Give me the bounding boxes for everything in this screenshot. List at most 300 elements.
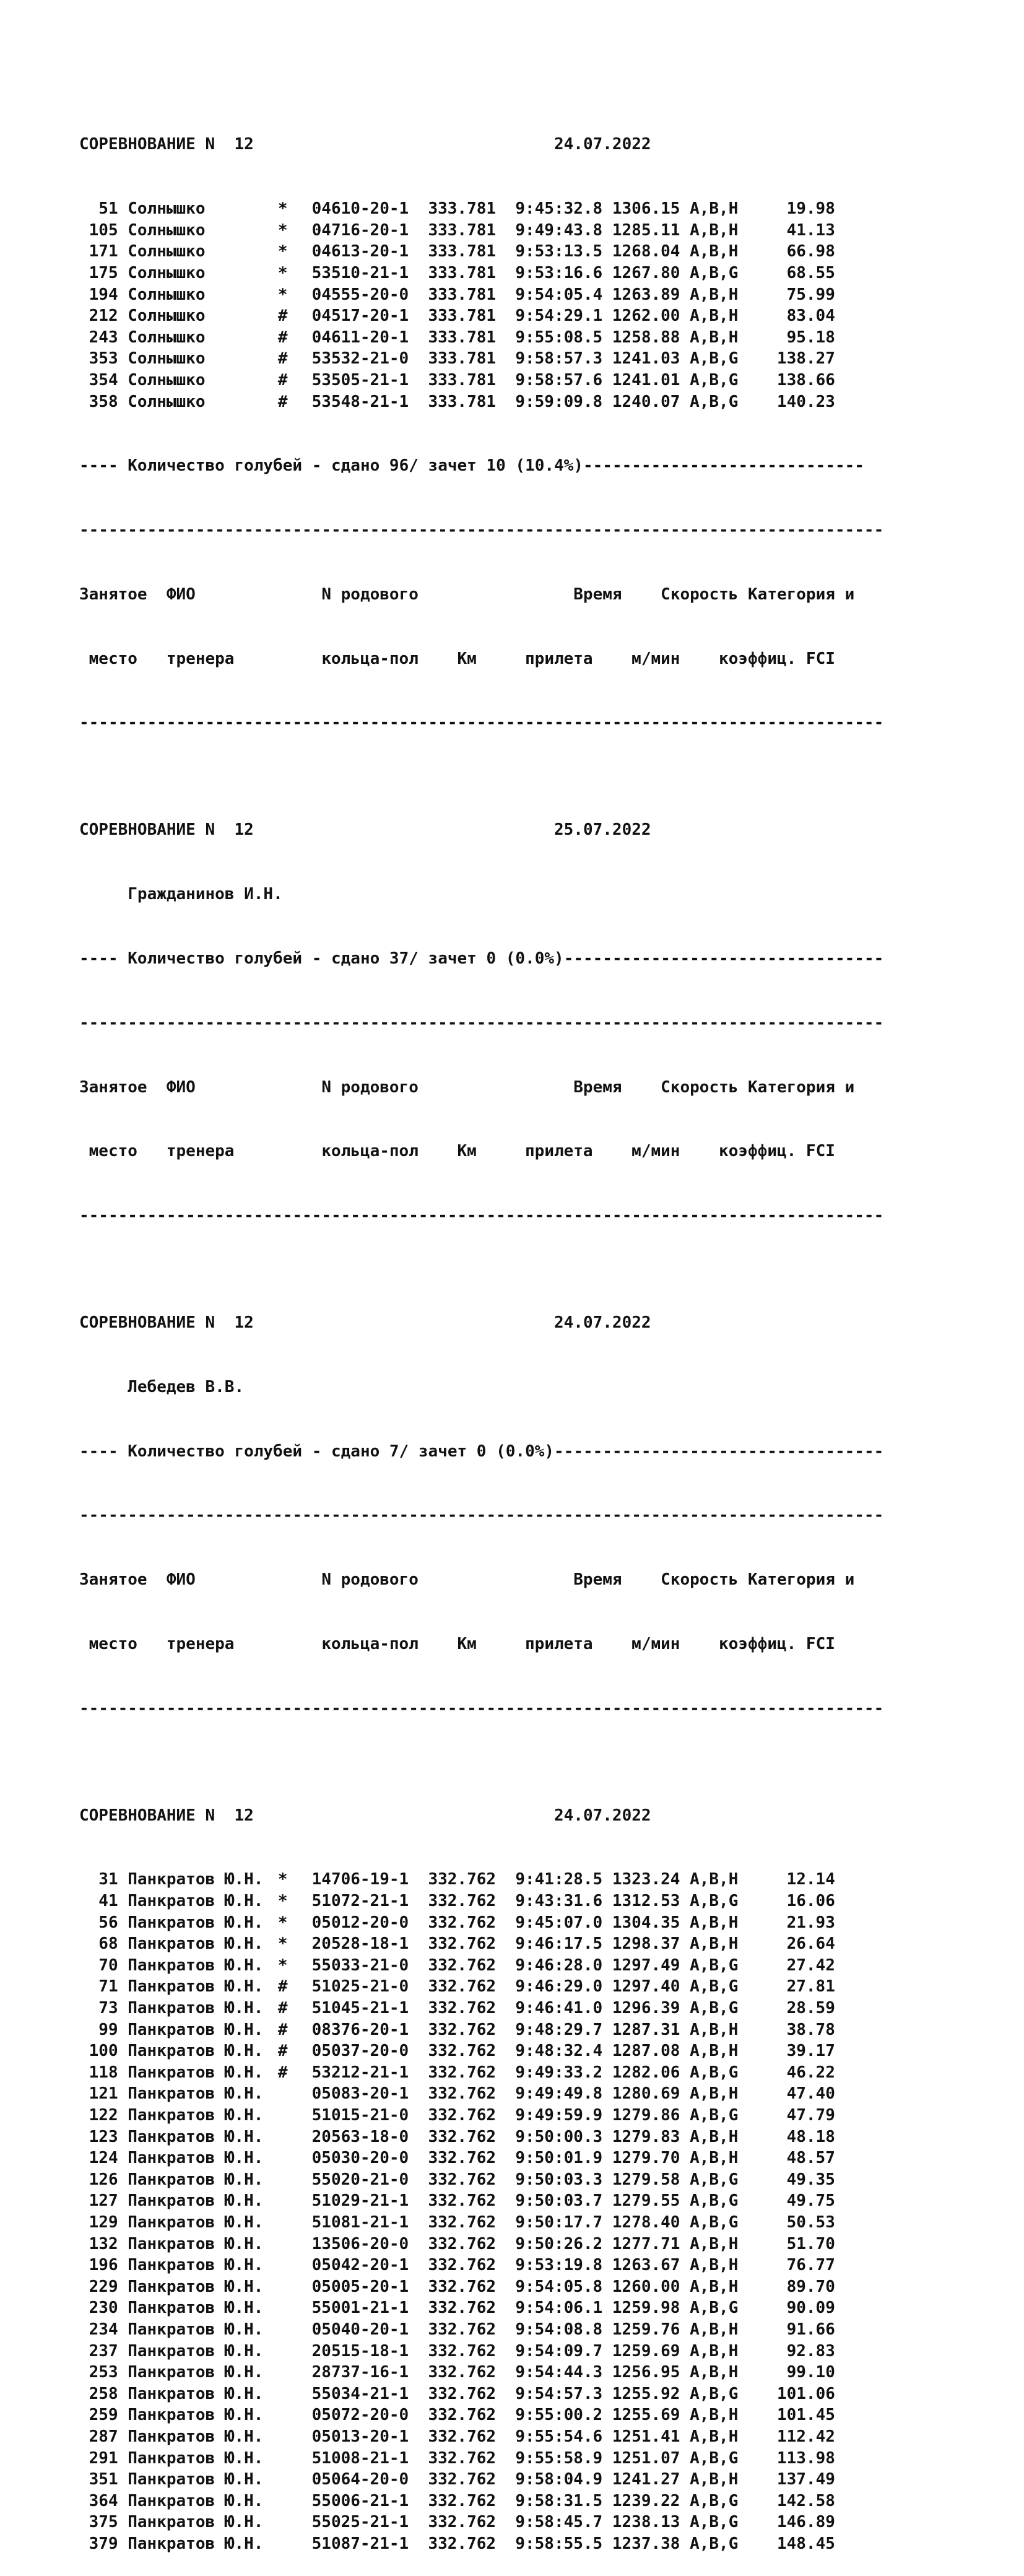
table-row	[79, 2212, 883, 2234]
place-cell: 118	[89, 2063, 118, 2082]
mark-cell: #	[277, 328, 288, 347]
table-row	[79, 2147, 883, 2169]
arrival-time-cell: 9:53:16.6	[515, 263, 603, 282]
category-cell: A,B,G	[690, 2448, 739, 2468]
mark-cell: #	[277, 370, 288, 389]
trainer-name: Лебедев В.В.	[128, 1377, 245, 1396]
place-cell: 243	[89, 328, 118, 347]
arrival-time-cell: 9:54:06.1	[515, 2299, 603, 2318]
mark-cell: *	[277, 1956, 288, 1975]
ring-cell: 51045-21-1	[311, 1999, 409, 2018]
ring-cell: 05005-20-1	[311, 2277, 409, 2296]
arrival-time-cell: 9:45:07.0	[515, 1913, 603, 1932]
arrival-time-cell: 9:58:55.5	[515, 2534, 603, 2553]
arrival-time-cell: 9:54:57.3	[515, 2384, 603, 2403]
ring-cell: 08376-20-1	[311, 2020, 409, 2039]
ring-cell: 55025-21-1	[311, 2513, 409, 2532]
mark-cell: #	[277, 2063, 288, 2082]
table-row	[79, 2491, 883, 2512]
place-cell: 253	[89, 2363, 118, 2382]
distance-cell: 332.762	[428, 1892, 497, 1911]
trainer-cell: Панкратов Ю.Н.	[128, 2234, 264, 2253]
coefficient-cell: 28.59	[786, 1999, 835, 2018]
category-cell: A,B,H	[690, 2320, 739, 2339]
trainer-cell: Солнышко	[128, 370, 206, 389]
table-row	[79, 241, 883, 263]
speed-cell: 1241.27	[612, 2470, 680, 2489]
ring-cell: 05042-20-1	[311, 2256, 409, 2275]
distance-cell: 333.781	[428, 349, 497, 368]
ring-cell: 05072-20-0	[311, 2406, 409, 2425]
distance-cell: 332.762	[428, 2042, 497, 2061]
arrival-time-cell: 9:55:54.6	[515, 2427, 603, 2446]
coefficient-cell: 47.40	[786, 2084, 835, 2104]
distance-cell: 332.762	[428, 2106, 497, 2125]
trainer-cell: Солнышко	[128, 220, 206, 240]
coefficient-cell: 27.81	[786, 1977, 835, 1996]
coefficient-cell: 26.64	[786, 1934, 835, 1954]
speed-cell: 1237.38	[612, 2534, 680, 2553]
place-cell: 379	[89, 2534, 118, 2553]
speed-cell: 1263.67	[612, 2256, 680, 2275]
ring-cell: 51072-21-1	[311, 1892, 409, 1911]
distance-cell: 333.781	[428, 220, 497, 240]
coefficient-cell: 142.58	[776, 2491, 835, 2510]
column-header-row: место тренера кольца-пол Км прилета м/мин коэффиц. FCI	[89, 1142, 835, 1161]
summary-line: ---- Количество голубей - сдано 37/ зачет 0 (0.0%)---------------------------------	[79, 949, 884, 968]
distance-cell: 332.762	[428, 2063, 497, 2082]
coefficient-cell: 76.77	[786, 2256, 835, 2275]
distance-cell: 332.762	[428, 1934, 497, 1954]
trainer-cell: Панкратов Ю.Н.	[128, 2127, 264, 2146]
coefficient-cell: 19.98	[786, 199, 835, 219]
distance-cell: 333.781	[428, 307, 497, 326]
place-cell: 258	[89, 2384, 118, 2403]
place-cell: 175	[89, 263, 118, 282]
category-cell: A,B,H	[690, 1870, 739, 1889]
arrival-time-cell: 9:45:32.8	[515, 199, 603, 219]
speed-cell: 1279.86	[612, 2106, 680, 2125]
arrival-time-cell: 9:54:08.8	[515, 2320, 603, 2339]
place-cell: 234	[89, 2320, 118, 2339]
divider: -----------------------------------------------------------------------------------	[79, 1506, 884, 1525]
speed-cell: 1285.11	[612, 220, 680, 240]
summary-line: ---- Количество голубей - сдано 96/ зачет 10 (10.4%)-----------------------------	[79, 456, 864, 476]
category-cell: A,B,G	[690, 2063, 739, 2082]
speed-cell: 1258.88	[612, 328, 680, 347]
arrival-time-cell: 9:54:44.3	[515, 2363, 603, 2382]
speed-cell: 1279.55	[612, 2191, 680, 2211]
results-table-0	[79, 198, 883, 412]
category-cell: A,B,G	[690, 2534, 739, 2553]
category-cell: A,B,H	[690, 2406, 739, 2425]
distance-cell: 332.762	[428, 1913, 497, 1932]
distance-cell: 332.762	[428, 2513, 497, 2532]
divider: -----------------------------------------------------------------------------------	[79, 521, 884, 540]
trainer-cell: Панкратов Ю.Н.	[128, 2384, 264, 2403]
speed-cell: 1287.08	[612, 2042, 680, 2061]
speed-cell: 1296.39	[612, 1999, 680, 2018]
trainer-cell: Панкратов Ю.Н.	[128, 2256, 264, 2275]
ring-cell: 04517-20-1	[311, 307, 409, 326]
trainer-name: Гражданинов И.Н.	[128, 885, 283, 904]
place-cell: 196	[89, 2256, 118, 2275]
ring-cell: 04610-20-1	[311, 199, 409, 219]
coefficient-cell: 140.23	[776, 392, 835, 411]
ring-cell: 55001-21-1	[311, 2299, 409, 2318]
results-table-3	[79, 1869, 883, 2554]
trainer-cell: Панкратов Ю.Н.	[128, 2406, 264, 2425]
table-row	[79, 1933, 883, 1955]
table-row	[79, 2533, 883, 2555]
table-row	[79, 1998, 883, 2019]
coefficient-cell: 83.04	[786, 307, 835, 326]
mark-cell: #	[277, 1977, 288, 1996]
trainer-cell: Солнышко	[128, 199, 206, 219]
category-cell: A,B,H	[690, 1934, 739, 1954]
arrival-time-cell: 9:54:05.8	[515, 2277, 603, 2296]
category-cell: A,B,H	[690, 220, 739, 240]
ring-cell: 20528-18-1	[311, 1934, 409, 1954]
category-cell: A,B,G	[690, 1999, 739, 2018]
place-cell: 51	[98, 199, 118, 219]
coefficient-cell: 113.98	[776, 2448, 835, 2468]
coefficient-cell: 92.83	[786, 2341, 835, 2361]
table-row	[79, 2362, 883, 2383]
trainer-cell: Панкратов Ю.Н.	[128, 2299, 264, 2318]
place-cell: 31	[98, 1870, 118, 1889]
trainer-cell: Панкратов Ю.Н.	[128, 2363, 264, 2382]
table-row	[79, 2105, 883, 2126]
arrival-time-cell: 9:53:13.5	[515, 242, 603, 261]
ring-cell: 04611-20-1	[311, 328, 409, 347]
arrival-time-cell: 9:53:19.8	[515, 2256, 603, 2275]
table-row	[79, 2126, 883, 2148]
coefficient-cell: 50.53	[786, 2213, 835, 2232]
coefficient-cell: 91.66	[786, 2320, 835, 2339]
ring-cell: 13506-20-0	[311, 2234, 409, 2253]
trainer-cell: Солнышко	[128, 263, 206, 282]
ring-cell: 04555-20-0	[311, 285, 409, 304]
speed-cell: 1263.89	[612, 285, 680, 304]
place-cell: 121	[89, 2084, 118, 2104]
distance-cell: 332.762	[428, 2341, 497, 2361]
trainer-cell: Панкратов Ю.Н.	[128, 2277, 264, 2296]
place-cell: 194	[89, 285, 118, 304]
trainer-cell: Солнышко	[128, 392, 206, 411]
arrival-time-cell: 9:49:59.9	[515, 2106, 603, 2125]
trainer-cell: Панкратов Ю.Н.	[128, 2320, 264, 2339]
speed-cell: 1241.03	[612, 349, 680, 368]
distance-cell: 332.762	[428, 2427, 497, 2446]
speed-cell: 1277.71	[612, 2234, 680, 2253]
speed-cell: 1260.00	[612, 2277, 680, 2296]
speed-cell: 1239.22	[612, 2491, 680, 2510]
mark-cell: *	[277, 220, 288, 240]
place-cell: 124	[89, 2149, 118, 2168]
place-cell: 123	[89, 2127, 118, 2146]
arrival-time-cell: 9:50:17.7	[515, 2213, 603, 2232]
arrival-time-cell: 9:48:32.4	[515, 2042, 603, 2061]
competition-title: СОРЕВНОВАНИЕ N 12 24.07.2022	[79, 1806, 651, 1825]
table-row	[79, 2319, 883, 2341]
distance-cell: 333.781	[428, 392, 497, 411]
category-cell: A,B,H	[690, 242, 739, 261]
table-row	[79, 2426, 883, 2448]
trainer-cell: Панкратов Ю.Н.	[128, 2427, 264, 2446]
speed-cell: 1251.07	[612, 2448, 680, 2468]
coefficient-cell: 95.18	[786, 328, 835, 347]
trainer-cell: Панкратов Ю.Н.	[128, 2470, 264, 2489]
trainer-cell: Панкратов Ю.Н.	[128, 2063, 264, 2082]
arrival-time-cell: 9:55:58.9	[515, 2448, 603, 2468]
column-header-row: Занятое ФИО N родового Время Скорость Категория и	[79, 1570, 855, 1590]
speed-cell: 1280.69	[612, 2084, 680, 2104]
table-row	[79, 2383, 883, 2405]
table-row	[79, 2512, 883, 2533]
coefficient-cell: 49.35	[786, 2170, 835, 2189]
distance-cell: 332.762	[428, 2234, 497, 2253]
table-row	[79, 2469, 883, 2491]
results-document	[79, 48, 883, 2576]
mark-cell: #	[277, 392, 288, 411]
arrival-time-cell: 9:50:03.7	[515, 2191, 603, 2211]
ring-cell: 05013-20-1	[311, 2427, 409, 2446]
distance-cell: 332.762	[428, 2470, 497, 2489]
table-row	[79, 2404, 883, 2426]
ring-cell: 51025-21-0	[311, 1977, 409, 1996]
table-row	[79, 220, 883, 242]
distance-cell: 332.762	[428, 1870, 497, 1889]
distance-cell: 333.781	[428, 285, 497, 304]
arrival-time-cell: 9:50:00.3	[515, 2127, 603, 2146]
category-cell: A,B,H	[690, 2470, 739, 2489]
trainer-cell: Панкратов Ю.Н.	[128, 1977, 264, 1996]
distance-cell: 332.762	[428, 2277, 497, 2296]
trainer-cell: Панкратов Ю.Н.	[128, 1892, 264, 1911]
ring-cell: 55034-21-1	[311, 2384, 409, 2403]
category-cell: A,B,H	[690, 2341, 739, 2361]
ring-cell: 05083-20-1	[311, 2084, 409, 2104]
speed-cell: 1304.35	[612, 1913, 680, 1932]
ring-cell: 53532-21-0	[311, 349, 409, 368]
distance-cell: 332.762	[428, 2534, 497, 2553]
speed-cell: 1297.40	[612, 1977, 680, 1996]
speed-cell: 1240.07	[612, 392, 680, 411]
category-cell: A,B,G	[690, 2191, 739, 2211]
place-cell: 73	[98, 1999, 118, 2018]
ring-cell: 05040-20-1	[311, 2320, 409, 2339]
distance-cell: 332.762	[428, 2299, 497, 2318]
trainer-cell: Солнышко	[128, 242, 206, 261]
table-row	[79, 2297, 883, 2319]
place-cell: 71	[98, 1977, 118, 1996]
category-cell: A,B,G	[690, 1956, 739, 1975]
ring-cell: 05064-20-0	[311, 2470, 409, 2489]
category-cell: A,B,H	[690, 2149, 739, 2168]
coefficient-cell: 101.45	[776, 2406, 835, 2425]
arrival-time-cell: 9:49:43.8	[515, 220, 603, 240]
mark-cell: #	[277, 1999, 288, 2018]
trainer-cell: Панкратов Ю.Н.	[128, 2084, 264, 2104]
category-cell: A,B,G	[690, 263, 739, 282]
trainer-cell: Панкратов Ю.Н.	[128, 1934, 264, 1954]
category-cell: A,B,H	[690, 2127, 739, 2146]
speed-cell: 1267.80	[612, 263, 680, 282]
table-row	[79, 305, 883, 327]
distance-cell: 332.762	[428, 2384, 497, 2403]
arrival-time-cell: 9:55:00.2	[515, 2406, 603, 2425]
place-cell: 68	[98, 1934, 118, 1954]
speed-cell: 1279.58	[612, 2170, 680, 2189]
table-row	[79, 2019, 883, 2041]
ring-cell: 04716-20-1	[311, 220, 409, 240]
arrival-time-cell: 9:54:05.4	[515, 285, 603, 304]
category-cell: A,B,H	[690, 285, 739, 304]
ring-cell: 05030-20-0	[311, 2149, 409, 2168]
table-row	[79, 348, 883, 370]
arrival-time-cell: 9:46:41.0	[515, 1999, 603, 2018]
coefficient-cell: 48.57	[786, 2149, 835, 2168]
arrival-time-cell: 9:49:33.2	[515, 2063, 603, 2082]
category-cell: A,B,G	[690, 349, 739, 368]
ring-cell: 53510-21-1	[311, 263, 409, 282]
arrival-time-cell: 9:50:03.3	[515, 2170, 603, 2189]
distance-cell: 332.762	[428, 2448, 497, 2468]
table-row	[79, 2448, 883, 2469]
mark-cell: *	[277, 242, 288, 261]
distance-cell: 332.762	[428, 2191, 497, 2211]
trainer-cell: Панкратов Ю.Н.	[128, 2213, 264, 2232]
coefficient-cell: 138.27	[776, 349, 835, 368]
category-cell: A,B,G	[690, 2106, 739, 2125]
trainer-cell: Панкратов Ю.Н.	[128, 2106, 264, 2125]
mark-cell: *	[277, 1934, 288, 1954]
coefficient-cell: 99.10	[786, 2363, 835, 2382]
table-row	[79, 2190, 883, 2212]
coefficient-cell: 68.55	[786, 263, 835, 282]
trainer-cell: Панкратов Ю.Н.	[128, 1870, 264, 1889]
ring-cell: 05037-20-0	[311, 2042, 409, 2061]
table-row	[79, 1955, 883, 1977]
place-cell: 100	[89, 2042, 118, 2061]
place-cell: 287	[89, 2427, 118, 2446]
arrival-time-cell: 9:48:29.7	[515, 2020, 603, 2039]
speed-cell: 1255.92	[612, 2384, 680, 2403]
speed-cell: 1282.06	[612, 2063, 680, 2082]
ring-cell: 55006-21-1	[311, 2491, 409, 2510]
table-row	[79, 2255, 883, 2276]
place-cell: 56	[98, 1913, 118, 1932]
coefficient-cell: 138.66	[776, 370, 835, 389]
ring-cell: 51081-21-1	[311, 2213, 409, 2232]
mark-cell: *	[277, 199, 288, 219]
column-header-row: Занятое ФИО N родового Время Скорость Категория и	[79, 1077, 855, 1097]
category-cell: A,B,H	[690, 2084, 739, 2104]
column-header-row: Занятое ФИО N родового Время Скорость Категория и	[79, 585, 855, 604]
speed-cell: 1259.76	[612, 2320, 680, 2339]
speed-cell: 1259.98	[612, 2299, 680, 2318]
place-cell: 353	[89, 349, 118, 368]
place-cell: 354	[89, 370, 118, 389]
category-cell: A,B,G	[690, 370, 739, 389]
ring-cell: 53505-21-1	[311, 370, 409, 389]
place-cell: 212	[89, 307, 118, 326]
coefficient-cell: 12.14	[786, 1870, 835, 1889]
arrival-time-cell: 9:46:17.5	[515, 1934, 603, 1954]
speed-cell: 1241.01	[612, 370, 680, 389]
arrival-time-cell: 9:50:01.9	[515, 2149, 603, 2168]
table-row	[79, 2062, 883, 2084]
category-cell: A,B,G	[690, 392, 739, 411]
table-row	[79, 1912, 883, 1934]
speed-cell: 1323.24	[612, 1870, 680, 1889]
trainer-cell: Панкратов Ю.Н.	[128, 1999, 264, 2018]
category-cell: A,B,H	[690, 2363, 739, 2382]
arrival-time-cell: 9:41:28.5	[515, 1870, 603, 1889]
ring-cell: 51029-21-1	[311, 2191, 409, 2211]
arrival-time-cell: 9:54:09.7	[515, 2341, 603, 2361]
distance-cell: 332.762	[428, 2213, 497, 2232]
table-row	[79, 2083, 883, 2105]
coefficient-cell: 51.70	[786, 2234, 835, 2253]
category-cell: A,B,H	[690, 2234, 739, 2253]
category-cell: A,B,H	[690, 2277, 739, 2296]
coefficient-cell: 49.75	[786, 2191, 835, 2211]
divider: -----------------------------------------------------------------------------------	[79, 1013, 884, 1032]
speed-cell: 1279.83	[612, 2127, 680, 2146]
mark-cell: *	[277, 1913, 288, 1932]
distance-cell: 333.781	[428, 199, 497, 219]
trainer-cell: Панкратов Ю.Н.	[128, 2491, 264, 2510]
category-cell: A,B,G	[690, 2299, 739, 2318]
coefficient-cell: 47.79	[786, 2106, 835, 2125]
distance-cell: 332.762	[428, 2491, 497, 2510]
trainer-cell: Панкратов Ю.Н.	[128, 2020, 264, 2039]
place-cell: 358	[89, 392, 118, 411]
distance-cell: 332.762	[428, 2170, 497, 2189]
speed-cell: 1251.41	[612, 2427, 680, 2446]
coefficient-cell: 89.70	[786, 2277, 835, 2296]
category-cell: A,B,H	[690, 199, 739, 219]
mark-cell: *	[277, 1892, 288, 1911]
category-cell: A,B,G	[690, 1977, 739, 1996]
competition-title: СОРЕВНОВАНИЕ N 12 24.07.2022	[79, 1313, 651, 1333]
column-header-row: место тренера кольца-пол Км прилета м/мин коэффиц. FCI	[89, 649, 835, 668]
category-cell: A,B,G	[690, 1892, 739, 1911]
category-cell: A,B,H	[690, 307, 739, 326]
competition-title: СОРЕВНОВАНИЕ N 12 24.07.2022	[79, 135, 651, 154]
trainer-cell: Панкратов Ю.Н.	[128, 2170, 264, 2189]
category-cell: A,B,H	[690, 2020, 739, 2039]
distance-cell: 333.781	[428, 370, 497, 389]
distance-cell: 332.762	[428, 2084, 497, 2104]
coefficient-cell: 27.42	[786, 1956, 835, 1975]
mark-cell: *	[277, 1870, 288, 1889]
arrival-time-cell: 9:49:49.8	[515, 2084, 603, 2104]
speed-cell: 1268.04	[612, 242, 680, 261]
arrival-time-cell: 9:58:57.6	[515, 370, 603, 389]
ring-cell: 51008-21-1	[311, 2448, 409, 2468]
place-cell: 129	[89, 2213, 118, 2232]
divider: -----------------------------------------------------------------------------------	[79, 1206, 884, 1225]
speed-cell: 1255.69	[612, 2406, 680, 2425]
summary-line: ---- Количество голубей - сдано 7/ зачет 0 (0.0%)----------------------------------	[79, 1442, 884, 1461]
table-row	[79, 2169, 883, 2191]
distance-cell: 332.762	[428, 2363, 497, 2382]
ring-cell: 20563-18-0	[311, 2127, 409, 2146]
coefficient-cell: 21.93	[786, 1913, 835, 1932]
